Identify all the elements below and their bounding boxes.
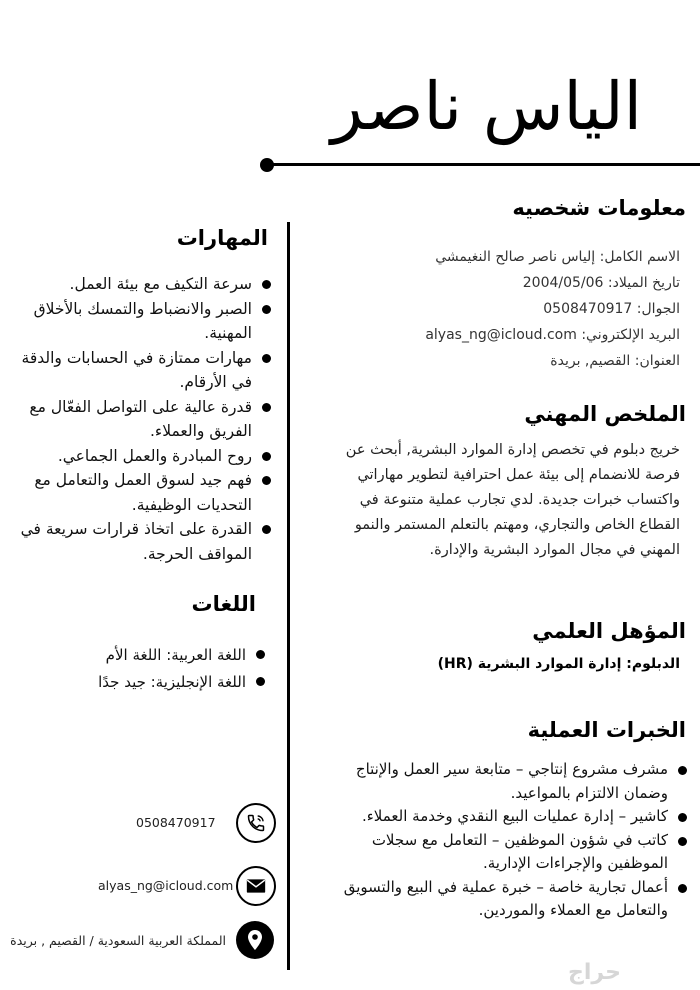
list-item: فهم جيد لسوق العمل والتعامل مع التحديات الوظيفية. — [8, 468, 274, 517]
list-item: قدرة عالية على التواصل الفعّال مع الفريق والعملاء. — [8, 395, 274, 444]
languages-title: اللغات — [191, 592, 256, 616]
experience-title: الخبرات العملية — [527, 718, 686, 742]
list-item: كاشير – إدارة عمليات البيع النقدي وخدمة العملاء. — [320, 805, 690, 829]
email: البريد الإلكتروني: alyas_ng@icloud.com — [425, 327, 680, 343]
divider-dot — [260, 158, 274, 172]
list-item: اللغة العربية: اللغة الأم — [28, 642, 268, 669]
full-name: الاسم الكامل: إلياس ناصر صالح النغيمشي — [435, 249, 680, 265]
summary-text: خريج دبلوم في تخصص إدارة الموارد البشرية, أبحث عن فرصة للانضمام إلى بيئة عمل احترافية لتطوير مهاراتي واكتساب خبرات جديدة. لدي تجارب عملية متنوعة في القطاع الخاص والتجاري، ومهتم بالتعلم المستمر والنمو المهني في مجال الموارد البشرية والإدارة. — [345, 442, 680, 558]
mobile: الجوال: 0508470917 — [543, 301, 680, 317]
list-item: اللغة الإنجليزية: جيد جدًا — [28, 669, 268, 696]
contact-location: المملكة العربية السعودية / القصيم , بريدة — [10, 933, 226, 948]
skills-list — [8, 272, 274, 566]
list-item: القدرة على اتخاذ قرارات سريعة في المواقف الحرجة. — [8, 517, 274, 566]
languages-list — [28, 642, 268, 696]
contact-email: alyas_ng@icloud.com — [98, 878, 234, 893]
summary-title: الملخص المهني — [524, 402, 686, 426]
address: العنوان: القصيم, بريدة — [550, 353, 680, 369]
personal-info-title: معلومات شخصيه — [512, 196, 686, 220]
experience-list — [320, 758, 690, 923]
location-pin-icon — [236, 921, 274, 959]
list-item: الصبر والانضباط والتمسك بالأخلاق المهنية. — [8, 297, 274, 346]
list-item: مهارات ممتازة في الحسابات والدقة في الأرقام. — [8, 346, 274, 395]
list-item: روح المبادرة والعمل الجماعي. — [8, 444, 274, 469]
contact-phone: 0508470917 — [136, 815, 216, 830]
list-item: كاتب في شؤون الموظفين – التعامل مع سجلات الموظفين والإجراءات الإدارية. — [320, 829, 690, 876]
education-title: المؤهل العلمي — [532, 619, 686, 643]
degree: الدبلوم: إدارة الموارد البشرية (HR) — [437, 656, 680, 672]
birth-date: تاريخ الميلاد: 2004/05/06 — [522, 275, 680, 291]
column-divider — [287, 222, 290, 970]
list-item: سرعة التكيف مع بيئة العمل. — [8, 272, 274, 297]
list-item: مشرف مشروع إنتاجي – متابعة سير العمل والإنتاج وضمان الالتزام بالمواعيد. — [320, 758, 690, 805]
watermark: حراج — [568, 960, 621, 985]
mail-icon — [236, 866, 276, 906]
phone-icon — [236, 803, 276, 843]
list-item: أعمال تجارية خاصة – خبرة عملية في البيع والتسويق والتعامل مع العملاء والموردين. — [320, 876, 690, 923]
header-divider — [270, 163, 700, 166]
skills-title: المهارات — [176, 226, 268, 250]
personal-info — [310, 244, 680, 374]
resume-name: الياس ناصر — [331, 68, 642, 145]
